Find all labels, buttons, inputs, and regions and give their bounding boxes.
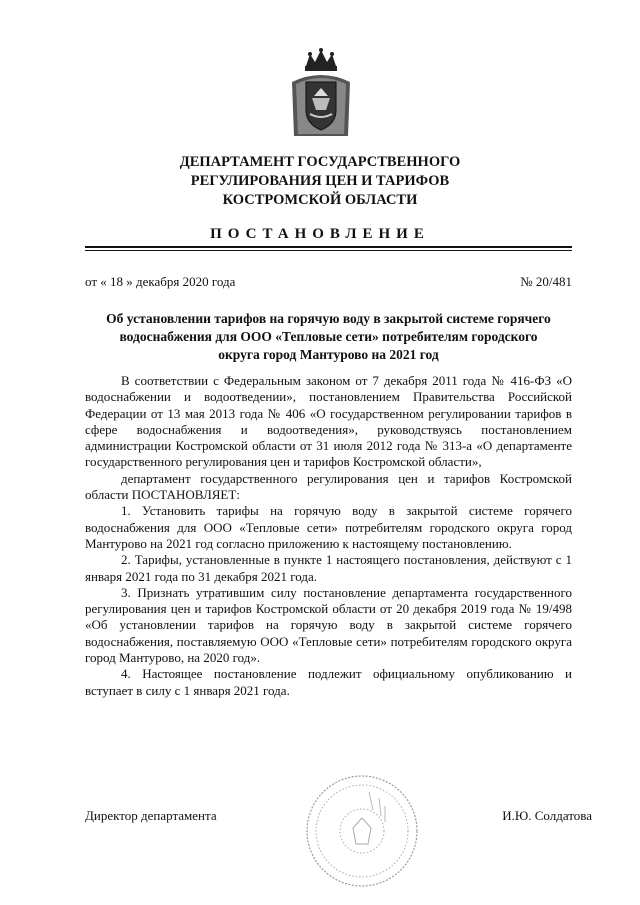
paragraph-item-3: 3. Признать утратившим силу постановление департамента государственного регулирования цен и тарифов Костромской области от 20 декабря 2019 года № 19/498 «Об установлении тарифов на горячую воду в закрытой системе горячего водоснабжения, поставляемую ООО «Тепловые сети» потребителям городского округа город Мантурово, на 2020 год».: [85, 584, 572, 666]
subject-line-2: водоснабжения для ООО «Тепловые сети» потребителям городского: [119, 329, 538, 344]
paragraph-resolves: департамент государственного регулирования цен и тарифов Костромской области ПОСТАНОВЛЯЕТ:: [85, 470, 572, 503]
official-seal-stamp: [303, 772, 421, 890]
paragraph-preamble: В соответствии с Федеральным законом от 7 декабря 2011 года № 416-ФЗ «О водоснабжении и водоотведении», постановлением Правительства Российской Федерации от 13 мая 2013 года № 406 «О государственном регулировании тарифов в сфере водоснабжения и водоотведения», руководствуясь постановлением администрации Костромской области от 31 июля 2012 года № 313-а «О департаменте государственного регулирования цен и тарифов Костромской области»,: [85, 373, 572, 470]
subject-line-3: округа город Мантурово на 2021 год: [218, 347, 439, 362]
paragraph-item-4: 4. Настоящее постановление подлежит официальному опубликованию и вступает в силу с 1 января 2021 года.: [85, 666, 572, 698]
department-line-1: ДЕПАРТАМЕНТ ГОСУДАРСТВЕННОГО: [179, 154, 461, 170]
coat-of-arms-emblem: [290, 48, 352, 140]
department-line-2: РЕГУЛИРОВАНИЯ ЦЕН И ТАРИФОВ: [190, 173, 450, 189]
subject-line-1: Об установлении тарифов на горячую воду в закрытой системе горячего: [106, 311, 551, 326]
header-divider-thin: [85, 250, 572, 251]
decree-subject: [85, 310, 572, 364]
paragraph-item-1: 1. Установить тарифы на горячую воду в закрытой системе горячего водоснабжения для ООО «Тепловые сети» потребителям городского округа город Мантурово на 2021 год согласно приложению к настоящему постановлению.: [85, 503, 572, 551]
header-divider-thick: [85, 246, 572, 248]
decree-title: ПОСТАНОВЛЕНИЕ: [210, 226, 430, 242]
decree-date: от « 18 » декабря 2020 года: [85, 274, 236, 289]
paragraph-item-2: 2. Тарифы, установленные в пункте 1 настоящего постановления, действуют с 1 января 2021 года по 31 декабря 2021 года.: [85, 552, 572, 584]
signatory-name: И.Ю. Солдатова: [502, 808, 592, 823]
department-line-3: КОСТРОМСКОЙ ОБЛАСТИ: [222, 192, 418, 208]
signatory-position: Директор департамента: [85, 808, 217, 823]
department-header: [0, 153, 640, 210]
decree-number: № 20/481: [520, 274, 572, 289]
decree-body: [85, 373, 572, 699]
